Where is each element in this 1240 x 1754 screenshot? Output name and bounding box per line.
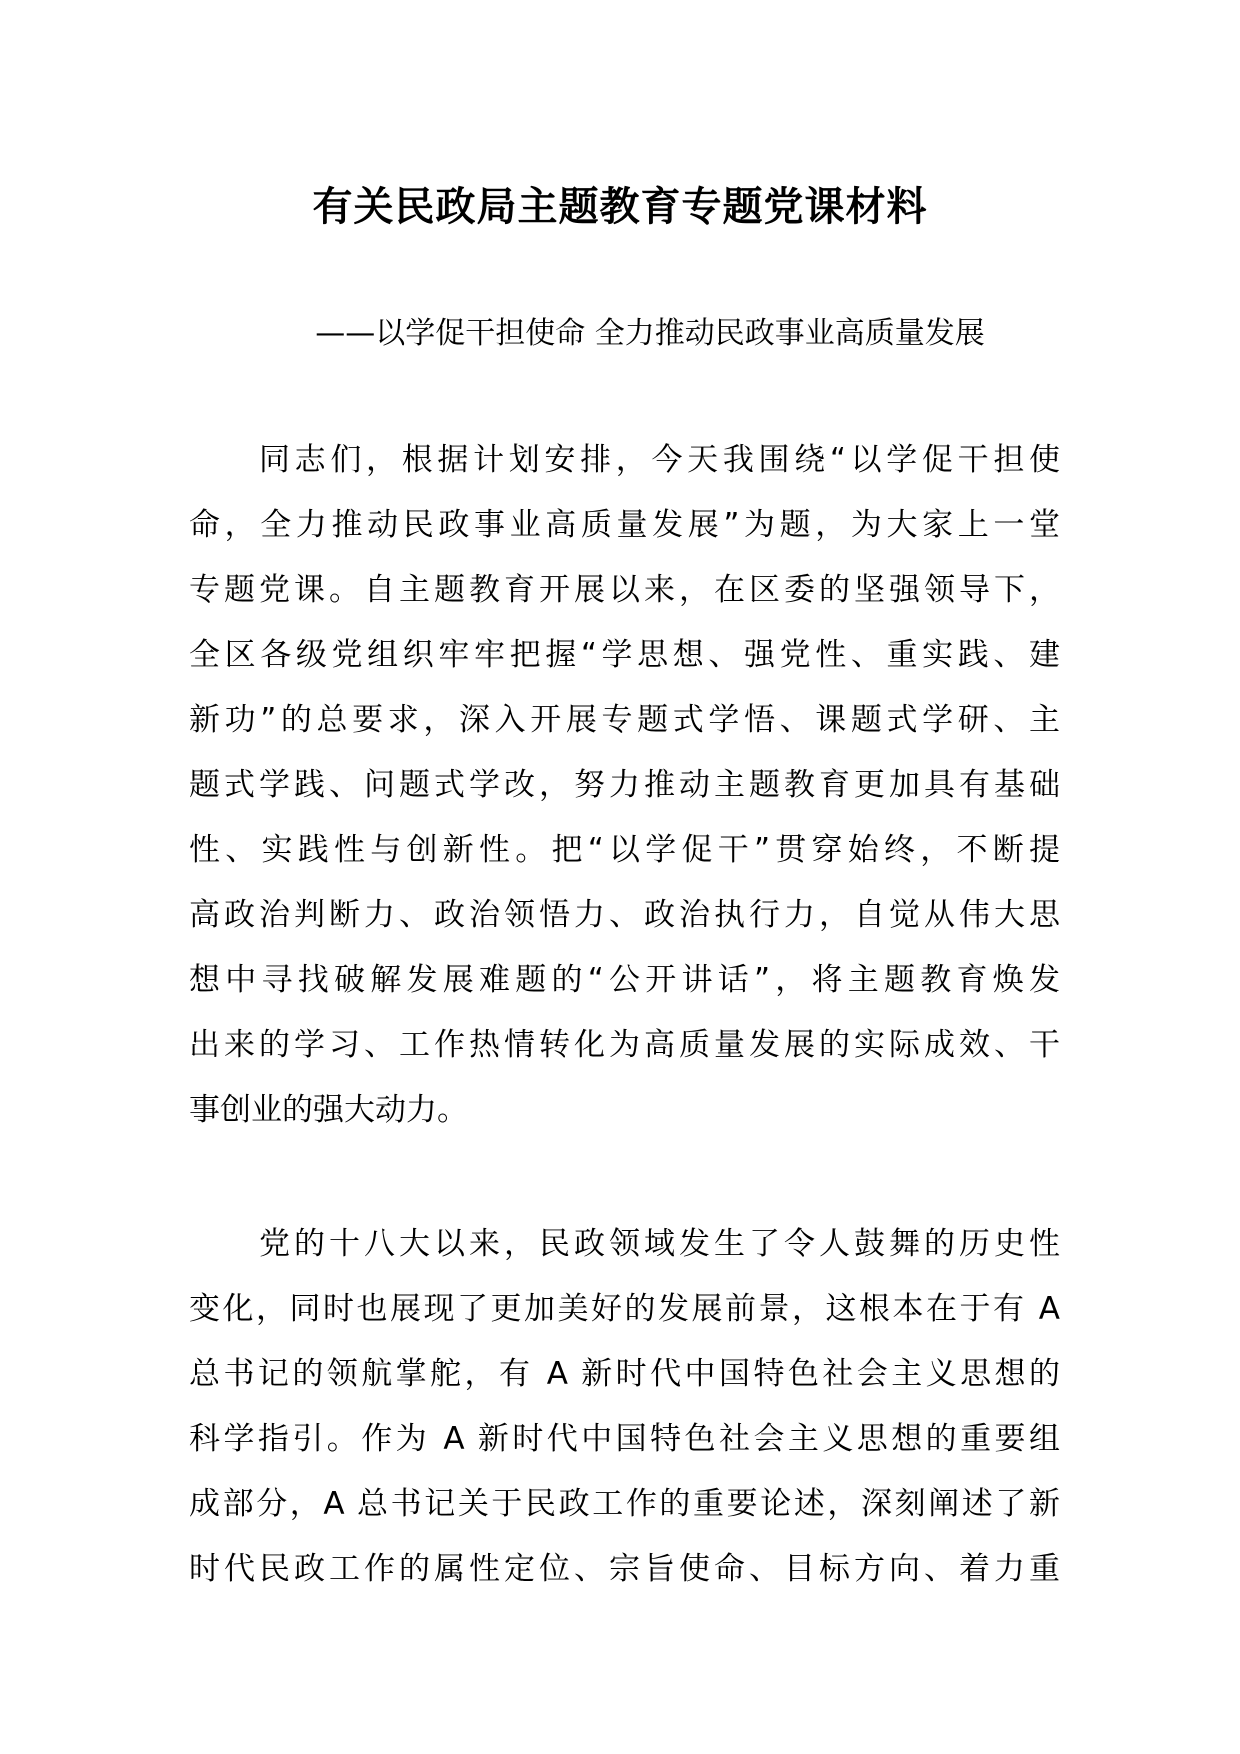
text-line: 高政治判断力、政治领悟力、政治执行力，自觉从伟大思 bbox=[189, 897, 1060, 933]
text-line: 时代民政工作的属性定位、宗旨使命、目标方向、着力重 bbox=[189, 1551, 1060, 1587]
document-subtitle: ——以学促干担使命 全力推动民政事业高质量发展 bbox=[315, 316, 985, 351]
paragraph-1 bbox=[189, 428, 1060, 1143]
text-line: 出来的学习、工作热情转化为高质量发展的实际成效、干 bbox=[189, 1027, 1060, 1063]
text-line: 成部分，A 总书记关于民政工作的重要论述，深刻阐述了新 bbox=[189, 1486, 1060, 1522]
text-line: 同志们，根据计划安排，今天我围绕“以学促干担使 bbox=[259, 442, 1060, 478]
document-title: 有关民政局主题教育专题党课材料 bbox=[312, 184, 928, 230]
text-line: 事创业的强大动力。 bbox=[189, 1092, 468, 1128]
text-line: 性、实践性与创新性。把“以学促干”贯穿始终，不断提 bbox=[189, 832, 1060, 868]
text-line: 题式学践、问题式学改，努力推动主题教育更加具有基础 bbox=[189, 767, 1060, 803]
text-line: 党的十八大以来，民政领域发生了令人鼓舞的历史性 bbox=[259, 1226, 1060, 1262]
text-line: 全区各级党组织牢牢把握“学思想、强党性、重实践、建 bbox=[189, 637, 1060, 673]
text-line: 想中寻找破解发展难题的“公开讲话”，将主题教育焕发 bbox=[189, 962, 1060, 998]
text-line: 专题党课。自主题教育开展以来，在区委的坚强领导下， bbox=[189, 572, 1060, 608]
text-line: 变化，同时也展现了更加美好的发展前景，这根本在于有 A bbox=[189, 1291, 1060, 1327]
text-line: 新功”的总要求，深入开展专题式学悟、课题式学研、主 bbox=[189, 702, 1060, 738]
text-line: 命，全力推动民政事业高质量发展”为题，为大家上一堂 bbox=[189, 507, 1060, 543]
text-line: 科学指引。作为 A 新时代中国特色社会主义思想的重要组 bbox=[189, 1421, 1060, 1457]
paragraph-2 bbox=[189, 1212, 1060, 1602]
text-line: 总书记的领航掌舵，有 A 新时代中国特色社会主义思想的 bbox=[189, 1356, 1060, 1392]
